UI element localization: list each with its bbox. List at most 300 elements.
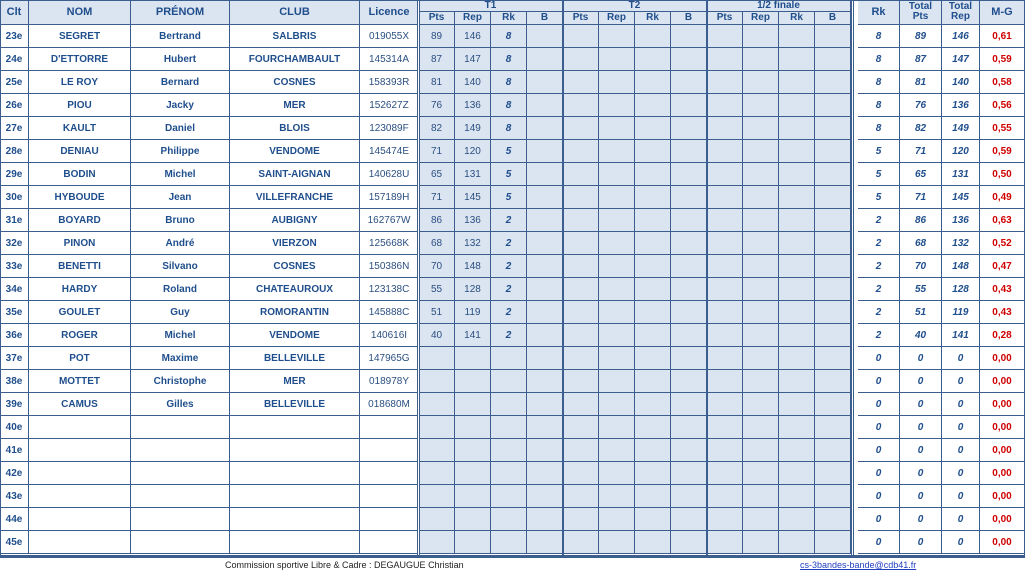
cell-rk: 5 [858,163,900,186]
cell-t1-pts [419,462,455,485]
cell-licence: 150386N [360,255,419,278]
header-sf-b: B [815,12,851,25]
cell-t1-pts: 65 [419,163,455,186]
cell-mg: 0,61 [980,25,1025,48]
cell-t2-rk [635,485,671,508]
cell-mg: 0,55 [980,117,1025,140]
cell-club: SAINT-AIGNAN [230,163,360,186]
cell-t1-rk: 8 [491,48,527,71]
cell-nom: PIOU [29,94,131,117]
cell-sf-b [815,117,851,140]
cell-sf-b [815,393,851,416]
cell-nom: DENIAU [29,140,131,163]
cell-t2-b [671,439,707,462]
footer-email-link[interactable]: cs-3bandes-bande@cdb41.fr [800,560,917,570]
cell-t1-b [527,48,563,71]
cell-t2-b [671,71,707,94]
cell-t2-pts [563,71,599,94]
cell-total-rep: 148 [942,255,980,278]
cell-nom: BOYARD [29,209,131,232]
cell-t1-rep: 131 [455,163,491,186]
cell-t1-rk: 8 [491,71,527,94]
cell-t1-rk: 2 [491,301,527,324]
cell-sf-b [815,48,851,71]
header-club: CLUB [230,0,360,25]
cell-t1-rk [491,485,527,508]
cell-sf-b [815,462,851,485]
cell-t2-rk [635,140,671,163]
cell-t2-b [671,531,707,554]
cell-sf-rk [779,186,815,209]
cell-t2-rk [635,416,671,439]
cell-t1-rep [455,416,491,439]
cell-sf-pts [707,416,743,439]
cell-licence: 162767W [360,209,419,232]
cell-t2-pts [563,393,599,416]
cell-t1-pts [419,485,455,508]
cell-sf-rk [779,508,815,531]
cell-t1-rk [491,439,527,462]
cell-t2-rep [599,416,635,439]
cell-t1-pts: 82 [419,117,455,140]
cell-club: BLOIS [230,117,360,140]
cell-sf-rep [743,232,779,255]
cell-mg: 0,56 [980,94,1025,117]
cell-total-rep: 0 [942,347,980,370]
cell-t2-rep [599,232,635,255]
cell-sf-pts [707,232,743,255]
cell-rk: 0 [858,531,900,554]
cell-t2-pts [563,347,599,370]
cell-total-pts: 0 [900,462,942,485]
cell-t1-b [527,462,563,485]
cell-sf-rep [743,324,779,347]
cell-sf-rk [779,255,815,278]
cell-prenom [131,416,230,439]
cell-club: FOURCHAMBAULT [230,48,360,71]
cell-t1-b [527,301,563,324]
cell-t2-rk [635,117,671,140]
cell-t2-b [671,209,707,232]
cell-sf-rep [743,508,779,531]
cell-nom: POT [29,347,131,370]
cell-sf-b [815,324,851,347]
cell-t1-rk: 5 [491,140,527,163]
cell-t2-pts [563,531,599,554]
cell-club: VILLEFRANCHE [230,186,360,209]
cell-prenom: Silvano [131,255,230,278]
cell-sf-b [815,416,851,439]
cell-total-pts: 71 [900,140,942,163]
cell-clt: 32e [0,232,29,255]
cell-sf-b [815,347,851,370]
cell-t1-b [527,232,563,255]
cell-clt: 26e [0,94,29,117]
cell-sf-rep [743,462,779,485]
cell-rk: 8 [858,117,900,140]
cell-t2-rep [599,117,635,140]
cell-t2-b [671,508,707,531]
cell-t1-rep: 146 [455,25,491,48]
cell-mg: 0,47 [980,255,1025,278]
cell-t2-rk [635,255,671,278]
cell-t1-pts: 70 [419,255,455,278]
cell-t2-b [671,462,707,485]
cell-sf-rep [743,25,779,48]
cell-sf-pts [707,531,743,554]
cell-total-pts: 0 [900,347,942,370]
cell-club [230,416,360,439]
header-sf-rk: Rk [779,12,815,25]
cell-sf-pts [707,324,743,347]
cell-sf-b [815,25,851,48]
cell-total-rep: 136 [942,209,980,232]
cell-rk: 8 [858,71,900,94]
cell-prenom: André [131,232,230,255]
header-sf-pts: Pts [707,12,743,25]
cell-prenom: Daniel [131,117,230,140]
cell-licence: 157189H [360,186,419,209]
cell-licence: 140628U [360,163,419,186]
cell-t2-rk [635,186,671,209]
cell-rk: 0 [858,347,900,370]
cell-licence: 125668K [360,232,419,255]
cell-t1-rep [455,347,491,370]
cell-nom: ROGER [29,324,131,347]
cell-t2-pts [563,232,599,255]
separator-identity-scores [417,0,420,556]
cell-t1-rk: 8 [491,94,527,117]
cell-rk: 2 [858,301,900,324]
cell-sf-pts [707,25,743,48]
cell-t1-pts: 86 [419,209,455,232]
cell-nom [29,485,131,508]
cell-licence: 145314A [360,48,419,71]
cell-licence: 145474E [360,140,419,163]
cell-clt: 33e [0,255,29,278]
cell-sf-b [815,485,851,508]
cell-t2-rep [599,48,635,71]
cell-nom [29,416,131,439]
cell-total-rep: 0 [942,462,980,485]
cell-clt: 45e [0,531,29,554]
cell-licence: 123138C [360,278,419,301]
cell-t1-b [527,71,563,94]
cell-t1-rep: 145 [455,186,491,209]
cell-total-rep: 0 [942,370,980,393]
cell-t1-pts [419,531,455,554]
cell-t2-rep [599,71,635,94]
cell-clt: 38e [0,370,29,393]
cell-t2-b [671,48,707,71]
cell-total-pts: 89 [900,25,942,48]
cell-t2-rk [635,48,671,71]
cell-clt: 24e [0,48,29,71]
cell-total-pts: 40 [900,324,942,347]
cell-total-rep: 132 [942,232,980,255]
cell-t2-b [671,186,707,209]
cell-t2-rk [635,94,671,117]
cell-mg: 0,00 [980,416,1025,439]
cell-club: ROMORANTIN [230,301,360,324]
cell-sf-rk [779,485,815,508]
cell-nom: HARDY [29,278,131,301]
cell-total-rep: 149 [942,117,980,140]
cell-nom: HYBOUDE [29,186,131,209]
header-t1-rk: Rk [491,12,527,25]
cell-t2-rep [599,209,635,232]
cell-t1-rep [455,370,491,393]
cell-t1-b [527,416,563,439]
cell-total-rep: 146 [942,25,980,48]
cell-t1-rk [491,393,527,416]
cell-sf-b [815,186,851,209]
cell-clt: 31e [0,209,29,232]
cell-clt: 39e [0,393,29,416]
cell-licence: 152627Z [360,94,419,117]
footer [0,556,1025,573]
cell-sf-rk [779,301,815,324]
cell-t2-rk [635,462,671,485]
cell-t2-b [671,393,707,416]
cell-t2-b [671,416,707,439]
cell-t2-rep [599,186,635,209]
cell-t2-b [671,94,707,117]
cell-sf-rk [779,140,815,163]
cell-t1-rep: 141 [455,324,491,347]
cell-sf-pts [707,439,743,462]
cell-sf-rk [779,278,815,301]
cell-sf-b [815,370,851,393]
cell-clt: 25e [0,71,29,94]
cell-clt: 29e [0,163,29,186]
cell-t2-pts [563,324,599,347]
cell-clt: 40e [0,416,29,439]
cell-t2-b [671,232,707,255]
cell-t2-rk [635,531,671,554]
cell-t2-rk [635,209,671,232]
cell-t1-rep: 149 [455,117,491,140]
cell-sf-b [815,508,851,531]
cell-rk: 2 [858,209,900,232]
cell-nom: D'ETTORRE [29,48,131,71]
cell-total-pts: 0 [900,531,942,554]
cell-t1-pts [419,416,455,439]
header-rk: Rk [858,0,900,25]
cell-mg: 0,59 [980,48,1025,71]
cell-clt: 36e [0,324,29,347]
cell-t1-rk: 2 [491,278,527,301]
cell-licence: 019055X [360,25,419,48]
cell-t2-b [671,370,707,393]
cell-total-rep: 0 [942,485,980,508]
header-t2-pts: Pts [563,12,599,25]
cell-sf-rk [779,324,815,347]
cell-sf-pts [707,186,743,209]
cell-t2-rep [599,94,635,117]
cell-rk: 8 [858,48,900,71]
cell-t1-b [527,186,563,209]
cell-club [230,531,360,554]
cell-prenom: Bertrand [131,25,230,48]
cell-prenom: Bernard [131,71,230,94]
cell-sf-rep [743,485,779,508]
cell-sf-b [815,209,851,232]
cell-sf-pts [707,209,743,232]
header-sf-rep: Rep [743,12,779,25]
cell-nom: PINON [29,232,131,255]
cell-total-rep: 128 [942,278,980,301]
cell-rk: 8 [858,25,900,48]
cell-sf-pts [707,370,743,393]
cell-clt: 35e [0,301,29,324]
cell-t1-rk: 2 [491,255,527,278]
cell-t1-rep [455,439,491,462]
cell-clt: 41e [0,439,29,462]
cell-t1-pts [419,370,455,393]
cell-t2-pts [563,255,599,278]
cell-club [230,462,360,485]
cell-rk: 0 [858,370,900,393]
cell-t1-b [527,485,563,508]
cell-t1-b [527,370,563,393]
cell-total-pts: 0 [900,393,942,416]
cell-t2-rk [635,71,671,94]
cell-t1-rk: 8 [491,117,527,140]
cell-total-rep: 0 [942,416,980,439]
cell-sf-b [815,278,851,301]
cell-clt: 42e [0,462,29,485]
cell-t1-b [527,255,563,278]
cell-t2-rep [599,439,635,462]
cell-mg: 0,00 [980,393,1025,416]
cell-sf-pts [707,485,743,508]
header-t1-b: B [527,12,563,25]
separator-scores-totals [851,0,854,556]
cell-t1-pts: 71 [419,186,455,209]
cell-t2-pts [563,163,599,186]
cell-t2-rk [635,301,671,324]
cell-t1-rep [455,393,491,416]
cell-club [230,508,360,531]
cell-sf-b [815,140,851,163]
cell-total-pts: 86 [900,209,942,232]
cell-sf-pts [707,462,743,485]
cell-t1-rk [491,508,527,531]
cell-rk: 0 [858,416,900,439]
cell-clt: 30e [0,186,29,209]
cell-t1-rep: 120 [455,140,491,163]
cell-t2-pts [563,370,599,393]
cell-prenom: Christophe [131,370,230,393]
cell-t2-b [671,117,707,140]
cell-total-pts: 51 [900,301,942,324]
header-t2-rk: Rk [635,12,671,25]
cell-club [230,439,360,462]
cell-sf-rep [743,140,779,163]
cell-mg: 0,00 [980,531,1025,554]
cell-rk: 0 [858,508,900,531]
cell-t2-rk [635,347,671,370]
cell-licence: 018680M [360,393,419,416]
cell-mg: 0,63 [980,209,1025,232]
cell-t1-pts: 89 [419,25,455,48]
cell-sf-pts [707,278,743,301]
cell-sf-b [815,232,851,255]
cell-t2-rk [635,439,671,462]
cell-sf-b [815,94,851,117]
cell-t1-b [527,278,563,301]
cell-nom: CAMUS [29,393,131,416]
cell-nom: SEGRET [29,25,131,48]
cell-t1-pts [419,508,455,531]
cell-sf-rk [779,209,815,232]
cell-mg: 0,43 [980,278,1025,301]
cell-t1-pts [419,347,455,370]
cell-prenom: Jacky [131,94,230,117]
cell-club: VENDOME [230,324,360,347]
cell-t2-rk [635,163,671,186]
cell-t1-rk [491,416,527,439]
cell-t2-rep [599,462,635,485]
cell-sf-rep [743,370,779,393]
cell-licence: 140616I [360,324,419,347]
cell-t2-b [671,278,707,301]
cell-licence [360,439,419,462]
cell-mg: 0,43 [980,301,1025,324]
cell-nom: BODIN [29,163,131,186]
cell-t1-b [527,324,563,347]
cell-sf-pts [707,393,743,416]
cell-t1-pts [419,393,455,416]
cell-t1-rep: 136 [455,94,491,117]
cell-t2-rep [599,163,635,186]
cell-mg: 0,00 [980,347,1025,370]
cell-licence: 145888C [360,301,419,324]
cell-club: VIERZON [230,232,360,255]
cell-licence: 018978Y [360,370,419,393]
cell-t1-b [527,393,563,416]
cell-club: SALBRIS [230,25,360,48]
cell-club [230,485,360,508]
cell-total-pts: 71 [900,186,942,209]
cell-t2-rk [635,393,671,416]
cell-t2-pts [563,209,599,232]
cell-sf-rep [743,301,779,324]
cell-rk: 2 [858,278,900,301]
header-total-rep [942,0,980,25]
cell-t2-rep [599,347,635,370]
cell-sf-rk [779,232,815,255]
cell-t2-b [671,301,707,324]
cell-mg: 0,49 [980,186,1025,209]
cell-t1-rep: 136 [455,209,491,232]
cell-prenom: Gilles [131,393,230,416]
cell-club: CHATEAUROUX [230,278,360,301]
cell-mg: 0,00 [980,462,1025,485]
cell-nom [29,462,131,485]
cell-t1-rep: 148 [455,255,491,278]
cell-clt: 34e [0,278,29,301]
cell-t2-pts [563,462,599,485]
cell-t2-pts [563,416,599,439]
cell-mg: 0,28 [980,324,1025,347]
cell-rk: 2 [858,255,900,278]
cell-sf-pts [707,71,743,94]
cell-sf-rk [779,48,815,71]
cell-sf-rep [743,71,779,94]
cell-clt: 37e [0,347,29,370]
